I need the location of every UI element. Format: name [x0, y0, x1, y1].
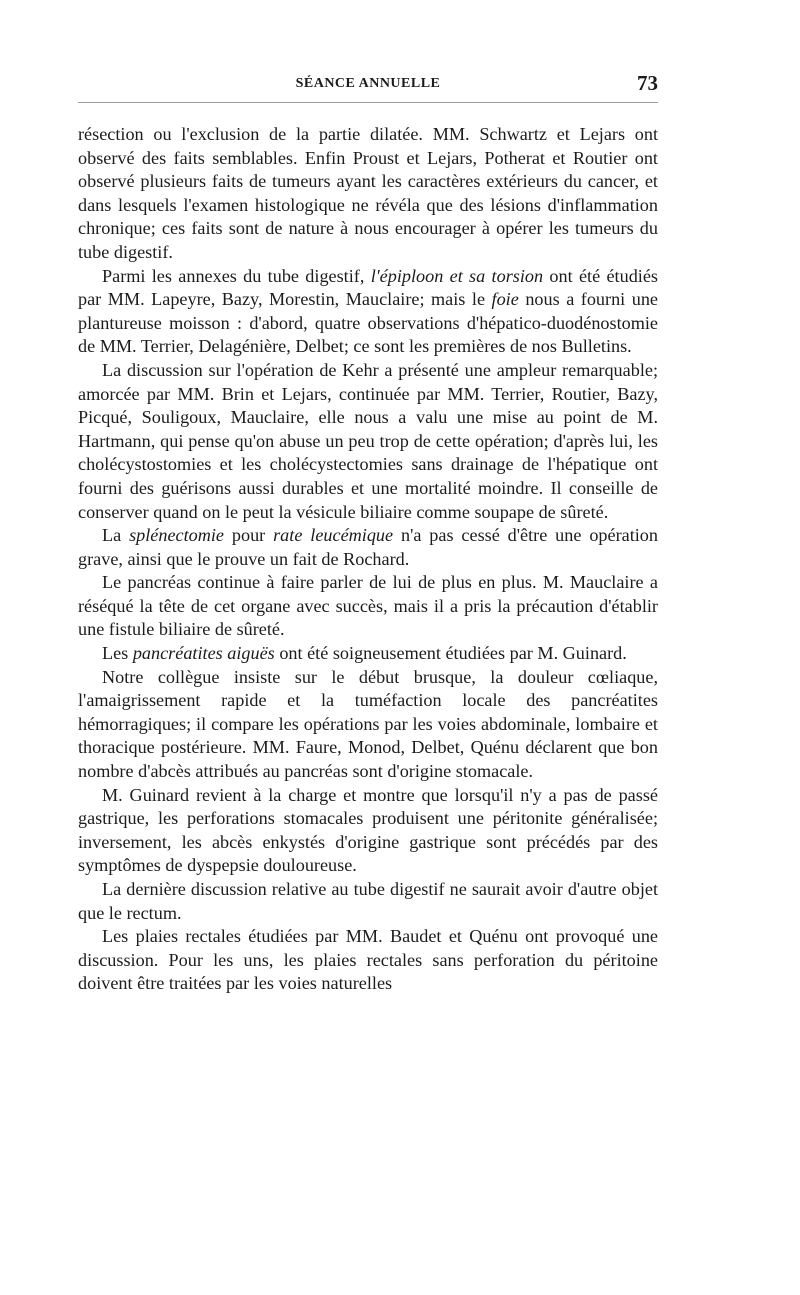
- book-page: [78, 62, 658, 1242]
- text-run: ont été étudiés par MM. Lapeyre, Bazy, Morestin, Mauclaire; mais le: [78, 265, 658, 310]
- text-run: La dernière discussion relative au tube digestif ne saurait avoir d'autre objet que le rectum.: [78, 879, 658, 923]
- paragraph-2: [78, 265, 658, 359]
- page-header: [78, 62, 658, 103]
- body-text: [78, 123, 658, 996]
- text-run: La discussion sur l'opération de Kehr a présenté une ampleur remarquable; amorcée par MM. Brin et Lejars, continuée par MM. Terrier, Routier, Bazy, Picqué, Souligoux, Mauclaire, elle nous a valu une mise au point de M. Hartmann, qui pense qu'on abuse un peu trop de cette opération; d'après lui, les cholécystostomies et les cholécystectomies sans drainage de l'hépatique ont fourni des guérisons aussi durables et une mortalité moindre. Il conseille de conserver quand on le peut la vésicule biliaire comme soupape de sûreté.: [78, 359, 658, 522]
- page-number: 73: [637, 71, 658, 95]
- paragraph-1: [78, 123, 658, 265]
- italic-phrase: l'épiploon et sa torsion: [370, 265, 544, 286]
- text-run: Parmi les annexes du tube digestif,: [102, 265, 371, 286]
- text-run: nous a fourni une plantureuse moisson : d'abord, quatre observations d'hépatico-duodénostomie de MM. Terrier, Delagénière, Delbet; ce sont les premières de nos Bulletins.: [78, 289, 658, 357]
- paragraph-5: [78, 571, 658, 642]
- text-run: Le pancréas continue à faire parler de lui de plus en plus. M. Mauclaire a réséqué la tête de cet organe avec succès, mais il a pris la précaution d'établir une fistule biliaire de sûreté.: [78, 572, 658, 640]
- paragraph-10: [78, 925, 658, 996]
- paragraph-9: [78, 878, 658, 925]
- text-run: ont été soigneusement étudiées par M. Guinard.: [274, 643, 627, 664]
- running-head: SÉANCE ANNUELLE: [295, 76, 441, 91]
- text-run: Les: [102, 643, 133, 664]
- text-run: n'a pas cessé d'être une opération grave, ainsi que le prouve un fait de Rochard.: [78, 525, 658, 569]
- text-run: M. Guinard revient à la charge et montre que lorsqu'il n'y a pas de passé gastrique, les perforations stomacales produisent une péritonite généralisée; inversement, les abcès enkystés d'origine gastrique sont précédés par des symptômes de dyspepsie douloureuse.: [78, 784, 658, 876]
- italic-phrase: rate leucémique: [273, 525, 394, 546]
- paragraph-6: [78, 642, 658, 666]
- paragraph-7: [78, 666, 658, 784]
- paragraph-3: [78, 359, 658, 524]
- text-run: La: [102, 525, 130, 546]
- italic-phrase: pancréatites aiguës: [132, 643, 275, 664]
- text-run: Notre collègue insiste sur le début brusque, la douleur cœliaque, l'amaigrissement rapide et la tuméfaction locale des pancréatites hémorragiques; il compare les opérations par les voies abdominale, lombaire et thoracique postérieure. MM. Faure, Monod, Delbet, Quénu déclarent que bon nombre d'abcès attribués au pancréas sont d'origine stomacale.: [78, 666, 658, 782]
- text-run: résection ou l'exclusion de la partie dilatée. MM. Schwartz et Lejars ont observé des faits semblables. Enfin Proust et Lejars, Potherat et Routier ont observé plusieurs faits de tumeurs ayant les caractères extérieurs du cancer, et dans lesquels l'examen histologique ne révéla que des lésions d'inflammation chronique; ces faits sont de nature à nous encourager à opérer les tumeurs du tube digestif.: [78, 124, 658, 262]
- paragraph-8: [78, 784, 658, 878]
- italic-phrase: foie: [491, 289, 519, 310]
- text-run: pour: [224, 525, 274, 546]
- italic-phrase: splénectomie: [129, 525, 225, 546]
- paragraph-4: [78, 524, 658, 571]
- text-run: Les plaies rectales étudiées par MM. Baudet et Quénu ont provoqué une discussion. Pour les uns, les plaies rectales sans perforation du péritoine doivent être traitées par les voies naturelles: [78, 926, 658, 994]
